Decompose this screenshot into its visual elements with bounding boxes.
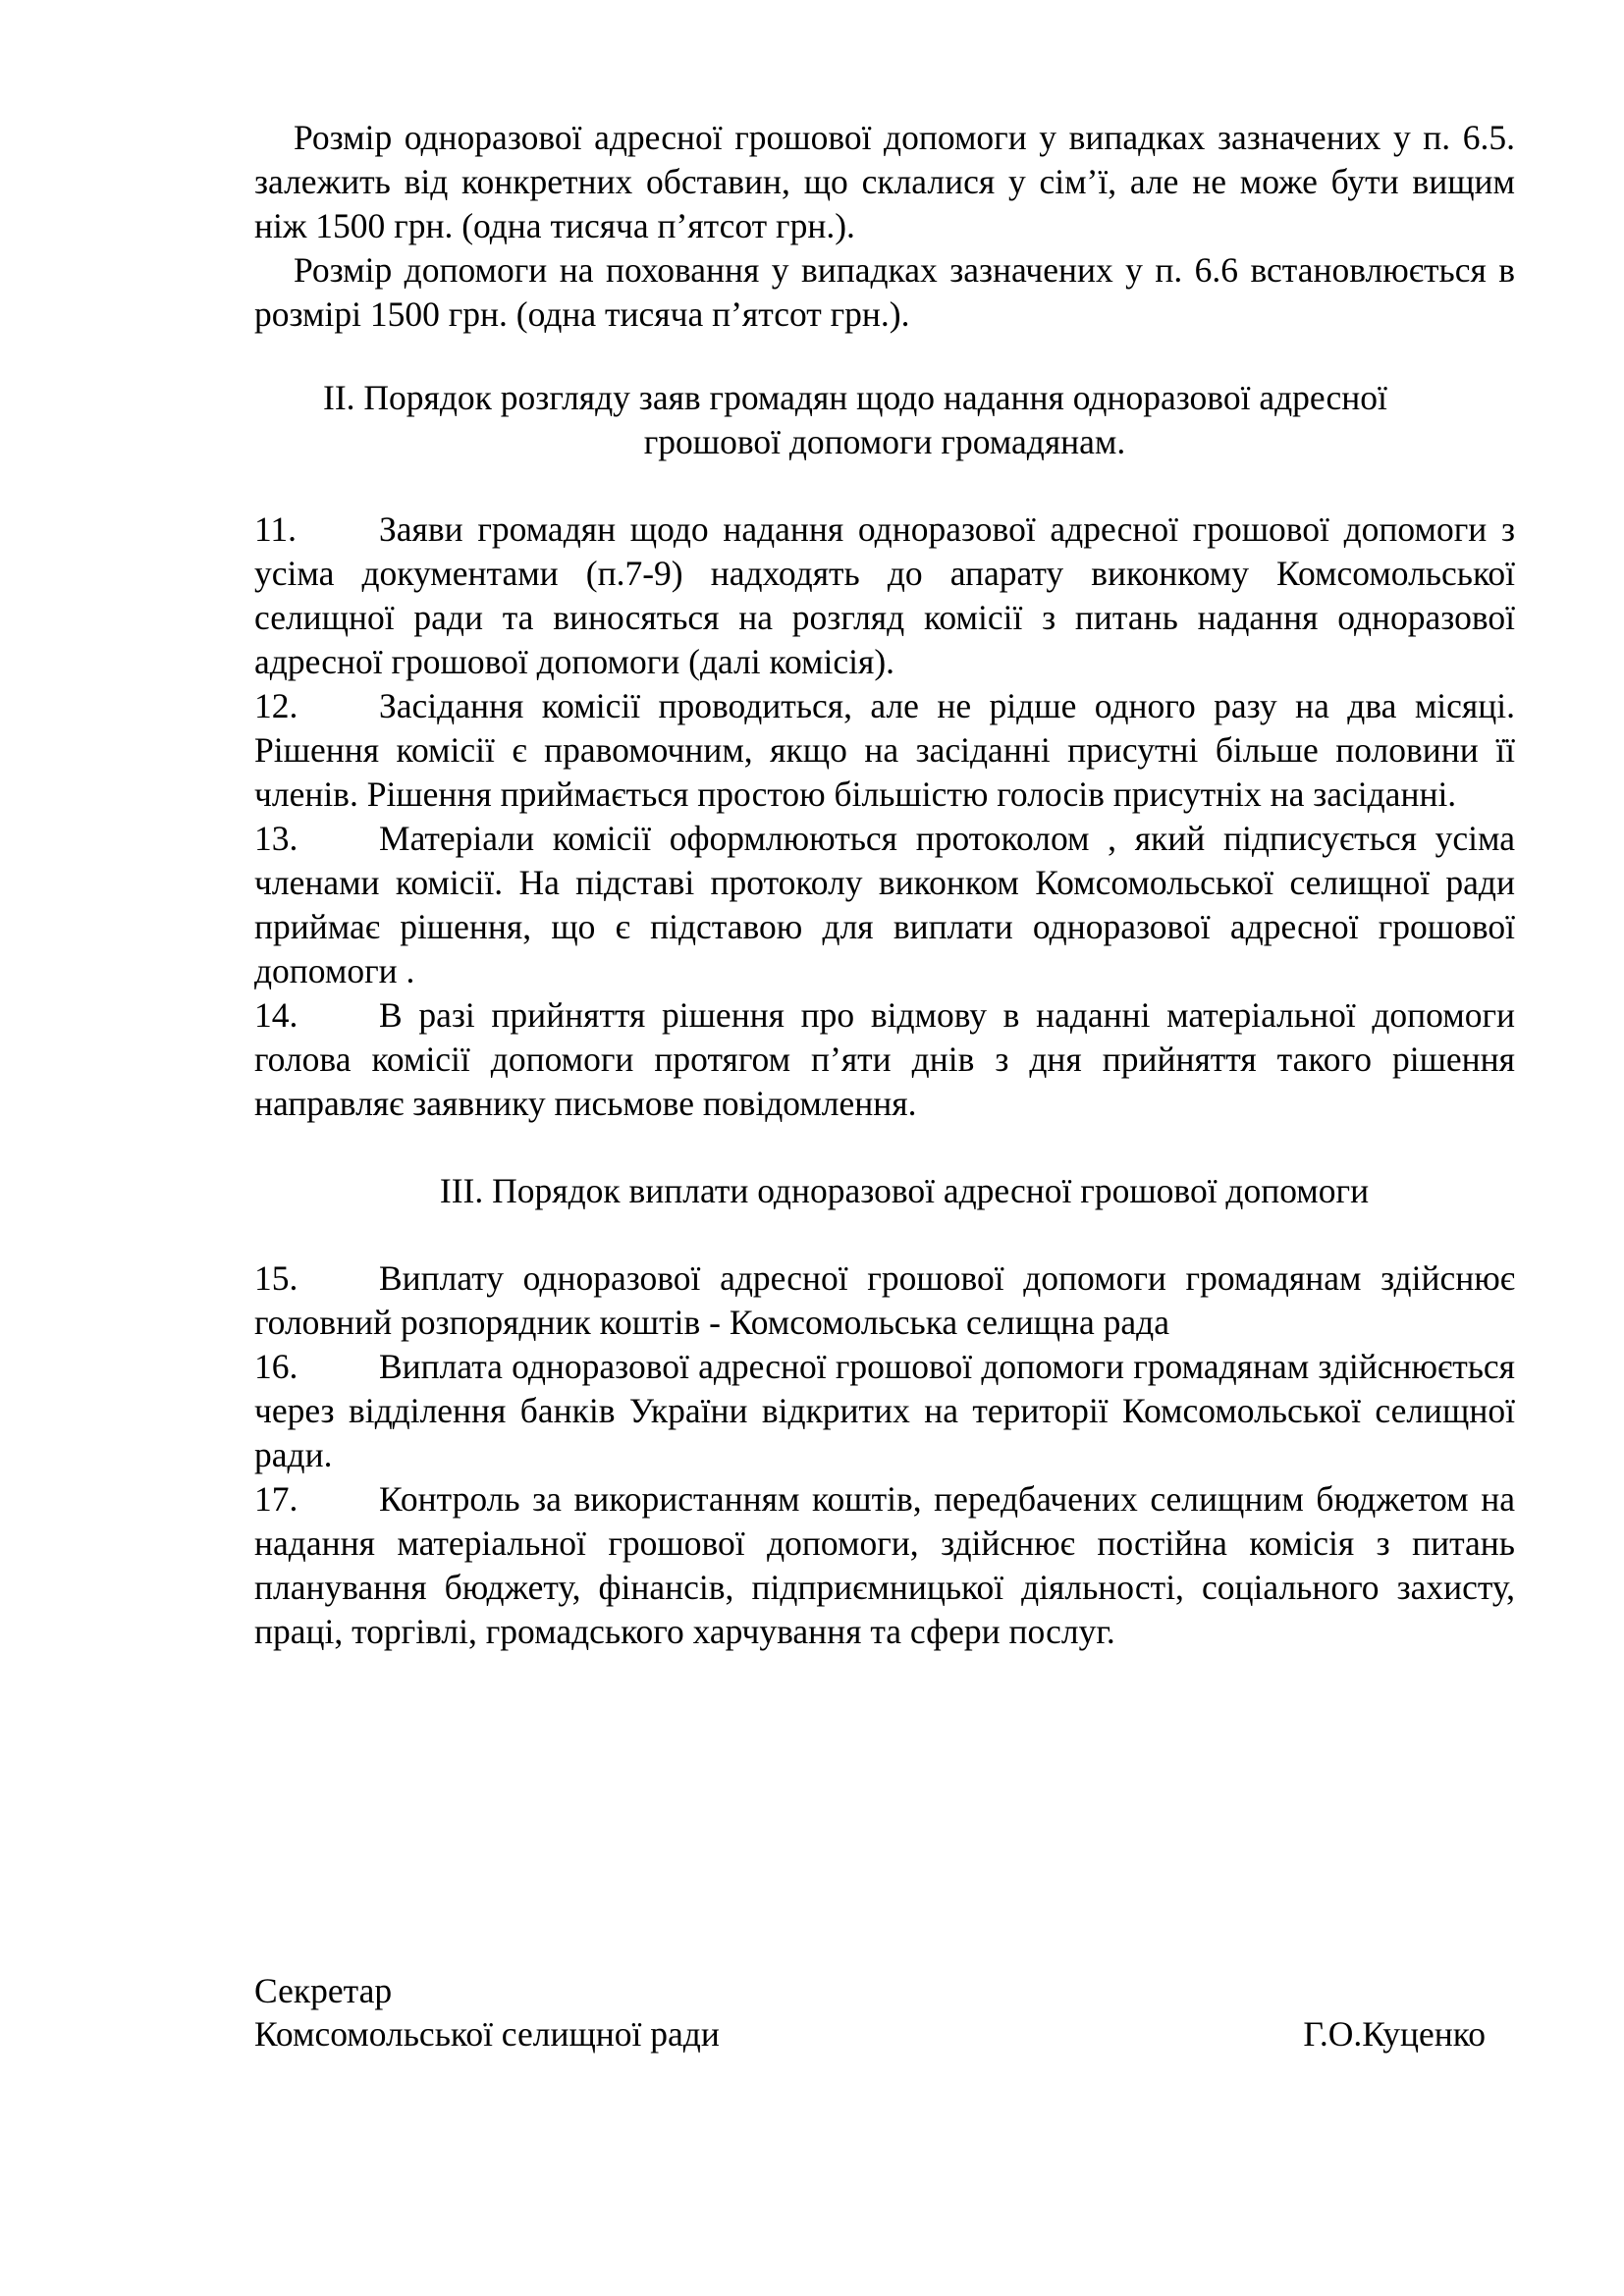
section-2-heading [254,376,1515,464]
item-number: 11. [254,509,298,549]
item-number: 13. [254,819,298,858]
item-text: Матеріали комісії оформлюються протоколом , який підписується усіма членами комісії. На підставі протоколу виконком Комсомольської селищної ради приймає рішення, що є підставою для виплати одноразової адресної грошової допомоги . [254,819,1515,990]
document-body [254,116,1515,1654]
item-text: Виплата одноразової адресної грошової допомоги громадянам здійснюється через відділення банків України відкритих на території Комсомольської селищної ради. [254,1347,1515,1474]
item-number: 14. [254,995,298,1035]
section-3-list [254,1256,1515,1654]
item-number: 12. [254,686,298,725]
item-text: Заяви громадян щодо надання одноразової адресної грошової допомоги з усіма документами (п.7-9) надходять до апарату виконкому Комсомольської селищної ради та виносяться на розгляд комісії з питань надання одноразової адресної грошової допомоги (далі комісія). [254,509,1515,681]
item-text: Виплату одноразової адресної грошової допомоги громадянам здійснює головний розпорядник коштів - Комсомольська селищна рада [254,1258,1515,1342]
item-number: 17. [254,1479,298,1519]
list-item [254,684,1515,817]
section-2-heading-line-2: грошової допомоги громадянам. [643,422,1126,461]
item-number: 15. [254,1258,298,1298]
signature-name: Г.О.Куценко [1303,2014,1486,2054]
list-item [254,1477,1515,1654]
list-item [254,1256,1515,1345]
intro-paragraph-2: Розмір допомоги на поховання у випадках зазначених у п. 6.6 встановлюється в розмірі 1500 грн. (одна тисяча п’ятсот грн.). [254,250,1515,334]
item-number: 16. [254,1347,298,1386]
item-text: В разі прийняття рішення про відмову в наданні матеріальної допомоги голова комісії допомоги протягом п’яти днів з дня прийняття такого рішення направляє заявнику письмове повідомлення. [254,995,1515,1123]
list-item [254,1345,1515,1477]
list-item [254,507,1515,684]
signature-row [254,2012,1515,2056]
signature-block [254,1969,1515,2056]
section-2-list [254,507,1515,1126]
signature-title-line-1: Секретар [254,1971,393,2010]
list-item [254,817,1515,993]
item-text: Засідання комісії проводиться, але не рідше одного разу на два місяці. Рішення комісії є правомочним, якщо на засіданні присутні більше половини її членів. Рішення приймається простою більшістю голосів присутніх на засіданні. [254,686,1515,814]
item-text: Контроль за використанням коштів, передбачених селищним бюджетом на надання матеріальної грошової допомоги, здійснює постійна комісія з питань планування бюджету, фінансів, підприємницької діяльності, соціального захисту, праці, торгівлі, громадського харчування та сфери послуг. [254,1479,1515,1651]
intro-paragraph-1: Розмір одноразової адресної грошової допомоги у випадках зазначених у п. 6.5. залежить від конкретних обставин, що склалися у сім’ї, але не може бути вищим ніж 1500 грн. (одна тисяча п’ятсот грн.). [254,118,1515,245]
section-3-heading: III. Порядок виплати одноразової адресної грошової допомоги [439,1171,1370,1210]
list-item [254,993,1515,1126]
signature-title-line-2: Комсомольської селищної ради [254,2014,720,2054]
section-2-heading-line-1: II. Порядок розгляду заяв громадян щодо надання одноразової адресної [323,378,1387,417]
